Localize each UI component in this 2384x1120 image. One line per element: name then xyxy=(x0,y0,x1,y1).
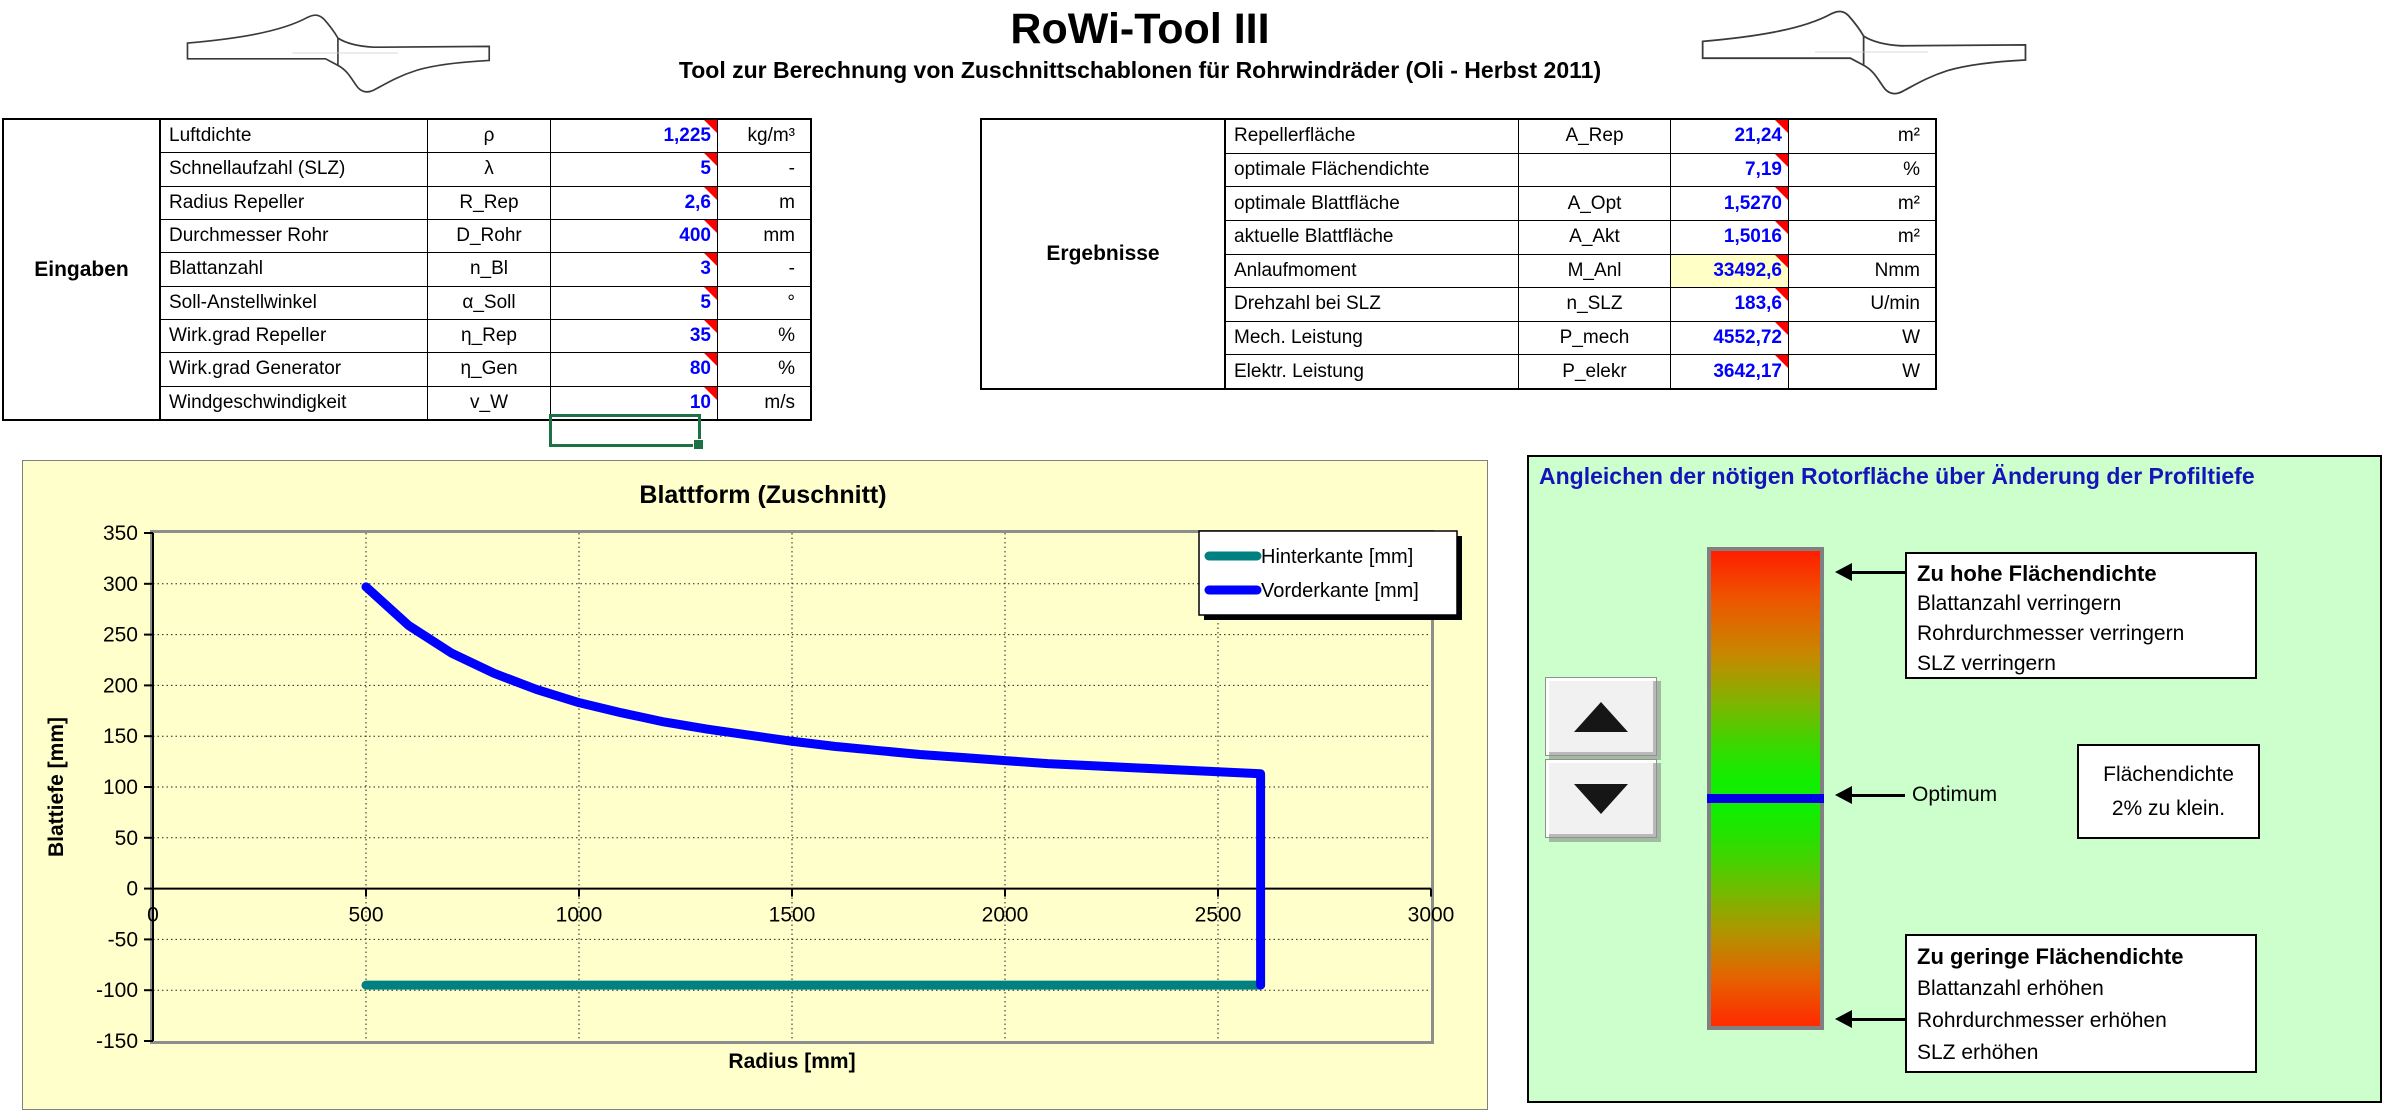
value-cell[interactable] xyxy=(550,253,717,285)
table-row xyxy=(1226,153,1935,187)
unit-cell: - xyxy=(717,253,803,285)
name-cell: aktuelle Blattfläche xyxy=(1234,226,1394,248)
legend-label: Vorderkante [mm] xyxy=(1261,580,1419,602)
symbol-cell: R_Rep xyxy=(427,187,550,219)
comment-indicator-icon xyxy=(704,187,717,200)
symbol-cell: n_SLZ xyxy=(1518,288,1670,321)
inputs-table xyxy=(2,118,812,421)
pointer-arrow-too-low xyxy=(1835,1010,1905,1028)
chart-title: Blattform (Zuschnitt) xyxy=(639,481,887,509)
comment-indicator-icon xyxy=(1775,187,1788,200)
name-cell: Radius Repeller xyxy=(169,191,305,213)
cell-value-text: 80 xyxy=(689,358,711,380)
too-high-line: Blattanzahl verringern xyxy=(1917,592,2122,615)
svg-text:-100: -100 xyxy=(95,979,138,1003)
optimum-marker-line xyxy=(1707,794,1824,803)
too-low-title: Zu geringe Flächendichte xyxy=(1917,944,2184,969)
symbol-cell xyxy=(1518,154,1670,187)
table-row xyxy=(1226,220,1935,254)
cell-value-text: 1,5270 xyxy=(1723,192,1782,214)
cell-value-text: 35 xyxy=(689,325,711,347)
too-low-line: Rohrdurchmesser erhöhen xyxy=(1917,1009,2167,1032)
unit-cell: m/s xyxy=(717,387,803,419)
svg-text:100: 100 xyxy=(102,776,138,799)
symbol-cell: A_Opt xyxy=(1518,187,1670,220)
too-high-title: Zu hohe Flächendichte xyxy=(1917,561,2157,586)
too-low-line: Blattanzahl erhöhen xyxy=(1917,977,2104,1000)
chart-canvas xyxy=(23,461,1485,1108)
unit-cell: - xyxy=(717,153,803,185)
selection-fill-handle[interactable] xyxy=(693,439,704,450)
too-high-line: SLZ verringern xyxy=(1917,652,2056,675)
name-cell: Windgeschwindigkeit xyxy=(169,391,347,413)
blade-form-chart xyxy=(22,460,1488,1110)
too-low-line: SLZ erhöhen xyxy=(1917,1041,2039,1064)
value-cell xyxy=(1670,322,1788,355)
comment-indicator-icon xyxy=(1775,288,1788,301)
comment-indicator-icon xyxy=(704,387,717,400)
value-cell xyxy=(1670,255,1788,288)
spinner-down-button[interactable] xyxy=(1545,759,1657,838)
svg-text:2000: 2000 xyxy=(981,903,1029,927)
cell-value-text: 183,6 xyxy=(1734,293,1782,315)
cell-value-text: 1,5016 xyxy=(1723,226,1782,248)
too-low-density-box xyxy=(1905,934,2257,1073)
svg-text:-150: -150 xyxy=(95,1030,138,1053)
table-row xyxy=(1226,287,1935,321)
unit-cell: W xyxy=(1788,355,1928,388)
cell-value-text: 21,24 xyxy=(1734,125,1782,147)
svg-text:1000: 1000 xyxy=(555,903,603,927)
value-cell[interactable] xyxy=(550,153,717,185)
unit-cell: % xyxy=(717,320,803,352)
rotor-blade-template-icon xyxy=(185,4,557,102)
value-cell[interactable] xyxy=(550,320,717,352)
svg-text:0: 0 xyxy=(147,903,159,927)
value-cell[interactable] xyxy=(550,187,717,219)
name-cell: Repellerfläche xyxy=(1234,125,1356,147)
too-high-density-box xyxy=(1905,552,2257,679)
unit-cell: m xyxy=(717,187,803,219)
cell-value-text: 2,6 xyxy=(684,191,711,213)
cell-value-text: 3 xyxy=(700,258,711,280)
cell-value-text: 7,19 xyxy=(1745,158,1782,180)
name-cell: Anlaufmoment xyxy=(1234,259,1357,281)
symbol-cell: P_mech xyxy=(1518,322,1670,355)
comment-indicator-icon xyxy=(1775,120,1788,133)
comment-indicator-icon xyxy=(704,320,717,333)
table-row xyxy=(161,219,810,252)
value-cell[interactable] xyxy=(550,120,717,152)
cell-value-text: 5 xyxy=(700,291,711,313)
results-rows xyxy=(1226,120,1935,388)
comment-indicator-icon xyxy=(1775,255,1788,268)
symbol-cell: A_Rep xyxy=(1518,120,1670,153)
comment-indicator-icon xyxy=(704,120,717,133)
table-row xyxy=(161,386,810,419)
cell-selection-indicator xyxy=(549,414,701,447)
symbol-cell: α_Soll xyxy=(427,287,550,319)
cell-value-text: 4552,72 xyxy=(1713,327,1782,349)
inputs-group-label: Eingaben xyxy=(4,120,161,419)
table-row xyxy=(1226,186,1935,220)
cell-value-text: 10 xyxy=(689,391,711,413)
table-row xyxy=(161,352,810,385)
table-row xyxy=(1226,120,1935,153)
optimum-label: Optimum xyxy=(1912,783,1998,806)
symbol-cell: P_elekr xyxy=(1518,355,1670,388)
svg-text:3000: 3000 xyxy=(1407,903,1455,927)
name-cell: Durchmesser Rohr xyxy=(169,225,329,247)
pointer-arrow-too-high xyxy=(1835,563,1905,581)
panel-title: Angleichen der nötigen Rotorfläche über Änderung der Profiltiefe xyxy=(1539,463,2255,489)
value-cell[interactable] xyxy=(550,353,717,385)
unit-cell: ° xyxy=(717,287,803,319)
table-row xyxy=(161,286,810,319)
x-axis-title: Radius [mm] xyxy=(728,1050,856,1073)
comment-indicator-icon xyxy=(704,253,717,266)
unit-cell: mm xyxy=(717,220,803,252)
name-cell: Mech. Leistung xyxy=(1234,327,1363,349)
arrow-up-icon xyxy=(1574,702,1628,732)
unit-cell: W xyxy=(1788,322,1928,355)
symbol-cell: v_W xyxy=(427,387,550,419)
unit-cell: % xyxy=(1788,154,1928,187)
symbol-cell: λ xyxy=(427,153,550,185)
symbol-cell: D_Rohr xyxy=(427,220,550,252)
comment-indicator-icon xyxy=(1775,355,1788,368)
header xyxy=(520,6,1760,84)
density-status-box xyxy=(2077,744,2260,839)
unit-cell: Nmm xyxy=(1788,255,1928,288)
cell-value-text: 400 xyxy=(679,225,711,247)
name-cell: optimale Blattfläche xyxy=(1234,192,1400,214)
svg-text:2500: 2500 xyxy=(1194,903,1242,927)
svg-text:300: 300 xyxy=(102,572,138,596)
cell-value-text: 5 xyxy=(700,158,711,180)
chart-legend xyxy=(1199,531,1462,620)
app-subtitle: Tool zur Berechnung von Zuschnittschablonen für Rohrwindräder (Oli - Herbst 2011) xyxy=(678,57,1602,83)
value-cell[interactable] xyxy=(550,287,717,319)
svg-text:50: 50 xyxy=(114,826,138,850)
unit-cell: % xyxy=(717,353,803,385)
svg-text:200: 200 xyxy=(102,674,138,698)
name-cell: Wirk.grad Generator xyxy=(169,358,342,380)
table-row xyxy=(1226,321,1935,355)
spinner-up-button[interactable] xyxy=(1545,677,1657,756)
svg-text:1500: 1500 xyxy=(768,903,816,927)
name-cell: Elektr. Leistung xyxy=(1234,360,1364,382)
value-cell[interactable] xyxy=(550,220,717,252)
name-cell: Soll-Anstellwinkel xyxy=(169,291,317,313)
svg-text:0: 0 xyxy=(126,877,138,901)
arrow-down-icon xyxy=(1574,784,1628,814)
unit-cell: m² xyxy=(1788,120,1928,153)
svg-text:500: 500 xyxy=(348,903,384,927)
unit-cell: m² xyxy=(1788,187,1928,220)
name-cell: Luftdichte xyxy=(169,125,252,147)
results-group-label: Ergebnisse xyxy=(982,120,1226,388)
symbol-cell: η_Rep xyxy=(427,320,550,352)
table-row xyxy=(161,252,810,285)
cell-value-text: 3642,17 xyxy=(1713,360,1782,382)
table-row xyxy=(1226,354,1935,388)
symbol-cell: ρ xyxy=(427,120,550,152)
comment-indicator-icon xyxy=(704,220,717,233)
inputs-rows xyxy=(161,120,810,419)
results-table xyxy=(980,118,1937,390)
value-cell xyxy=(1670,221,1788,254)
value-cell xyxy=(1670,187,1788,220)
table-row xyxy=(161,120,810,152)
name-cell: Drehzahl bei SLZ xyxy=(1234,293,1381,315)
symbol-cell: M_Anl xyxy=(1518,255,1670,288)
density-status-line: 2% zu klein. xyxy=(2111,796,2226,820)
svg-text:150: 150 xyxy=(102,725,138,749)
unit-cell: m² xyxy=(1788,221,1928,254)
svg-text:250: 250 xyxy=(102,623,138,647)
unit-cell: U/min xyxy=(1788,288,1928,321)
comment-indicator-icon xyxy=(1775,322,1788,335)
table-row xyxy=(161,152,810,185)
comment-indicator-icon xyxy=(704,153,717,166)
cell-value-text: 33492,6 xyxy=(1713,259,1782,281)
table-row xyxy=(161,186,810,219)
table-row xyxy=(1226,254,1935,288)
svg-text:350: 350 xyxy=(102,522,138,545)
pointer-arrow-optimum xyxy=(1835,786,1905,804)
name-cell: optimale Flächendichte xyxy=(1234,158,1430,180)
symbol-cell: A_Akt xyxy=(1518,221,1670,254)
cell-value-text: 1,225 xyxy=(663,125,711,147)
unit-cell: kg/m³ xyxy=(717,120,803,152)
too-high-line: Rohrdurchmesser verringern xyxy=(1917,622,2185,645)
area-density-gauge xyxy=(1707,547,1824,1030)
rotor-area-adjust-panel xyxy=(1527,455,2382,1103)
legend-label: Hinterkante [mm] xyxy=(1261,546,1414,568)
density-status-line: Flächendichte xyxy=(2103,762,2234,786)
svg-text:-50: -50 xyxy=(107,928,138,952)
value-cell xyxy=(1670,355,1788,388)
name-cell: Schnellaufzahl (SLZ) xyxy=(169,158,346,180)
y-axis-title: Blattiefe [mm] xyxy=(45,716,68,858)
symbol-cell: n_Bl xyxy=(427,253,550,285)
symbol-cell: η_Gen xyxy=(427,353,550,385)
comment-indicator-icon xyxy=(704,287,717,300)
name-cell: Blattanzahl xyxy=(169,258,264,280)
value-cell xyxy=(1670,154,1788,187)
comment-indicator-icon xyxy=(704,353,717,366)
comment-indicator-icon xyxy=(1775,154,1788,167)
comment-indicator-icon xyxy=(1775,221,1788,234)
value-cell xyxy=(1670,120,1788,153)
name-cell: Wirk.grad Repeller xyxy=(169,325,327,347)
table-row xyxy=(161,319,810,352)
app-title: RoWi-Tool III xyxy=(1010,5,1270,53)
value-cell xyxy=(1670,288,1788,321)
